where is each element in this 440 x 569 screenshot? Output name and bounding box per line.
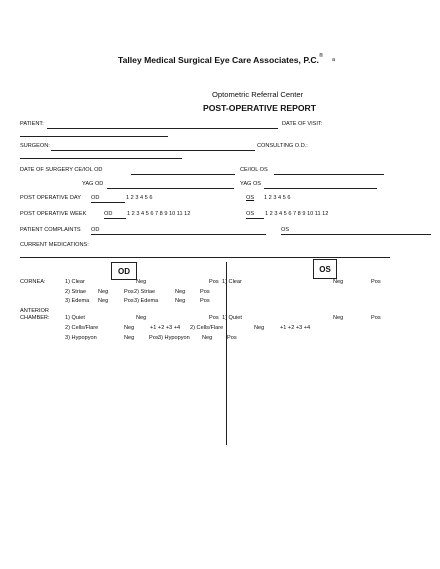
od-edema-pos[interactable]: Pos <box>124 298 134 304</box>
os-hypopyon-neg[interactable]: Neg <box>202 335 213 341</box>
od-edema-neg[interactable]: Neg <box>98 298 109 304</box>
complaints-os-label: OS <box>281 227 290 233</box>
od-clear[interactable]: 1) Clear <box>65 279 85 285</box>
od-cells-neg[interactable]: Neg <box>124 325 135 331</box>
os-edema-neg[interactable]: Neg <box>175 298 186 304</box>
os-edema-pos[interactable]: Pos <box>200 298 210 304</box>
os-hypopyon[interactable]: 3) Hypopyon <box>158 335 190 341</box>
ceiol-od-field[interactable] <box>131 174 235 175</box>
os-quiet-neg[interactable]: Neg <box>333 315 344 321</box>
post-op-day-os[interactable]: OS <box>246 195 255 201</box>
consulting-od-label: CONSULTING O.D.: <box>257 143 308 149</box>
os-quiet-pos[interactable]: Pos <box>371 315 381 321</box>
patient-complaints-label: PATIENT COMPLAINTS <box>20 227 81 233</box>
complaints-od-label: OD <box>91 227 100 233</box>
post-op-day-od[interactable]: OD <box>91 195 100 201</box>
cornea-label: CORNEA: <box>20 279 46 285</box>
medications-field[interactable] <box>20 257 390 258</box>
od-striae-pos[interactable]: Pos <box>124 289 134 295</box>
yag-os-field[interactable] <box>264 188 377 189</box>
post-op-day-od-line <box>91 202 125 203</box>
od-hypopyon-pos[interactable]: Pos <box>149 335 159 341</box>
post-op-week-os-line <box>246 218 264 219</box>
current-medications-label: CURRENT MEDICATIONS: <box>20 242 89 248</box>
od-hypopyon-neg[interactable]: Neg <box>124 335 135 341</box>
registered-mark: ® <box>319 53 324 59</box>
patient-label: PATIENT: <box>20 121 44 127</box>
post-op-day-os-numbers[interactable]: 1 2 3 4 5 6 <box>264 195 291 201</box>
complaints-os-field[interactable] <box>281 234 431 235</box>
ceiol-os-field[interactable] <box>274 174 384 175</box>
os-clear[interactable]: 1) Clear <box>222 279 242 285</box>
ceiol-os-label: CE/IOL OS <box>240 167 268 173</box>
od-cells-grades[interactable]: +1 +2 +3 +4 <box>150 325 181 331</box>
od-hypopyon[interactable]: 3) Hypopyon <box>65 335 97 341</box>
header-mark-a: a <box>332 57 336 63</box>
od-clear-neg[interactable]: Neg <box>136 279 147 285</box>
od-quiet-neg[interactable]: Neg <box>136 315 147 321</box>
od-cells-flare[interactable]: 2) Cells/Flare <box>65 325 99 331</box>
os-clear-pos[interactable]: Pos <box>371 279 381 285</box>
post-op-day-od-numbers[interactable]: 1 2 3 4 5 6 <box>126 195 153 201</box>
post-op-day-label: POST OPERATIVE DAY <box>20 195 81 201</box>
post-op-week-os[interactable]: OS <box>246 211 255 217</box>
od-quiet[interactable]: 1) Quiet <box>65 315 85 321</box>
surgeon-field[interactable] <box>51 150 255 151</box>
os-striae[interactable]: 2) Striae <box>134 289 156 295</box>
os-cells-flare[interactable]: 2) Cells/Flare <box>190 325 224 331</box>
post-op-week-od-numbers[interactable]: 1 2 3 4 5 6 7 8 9 10 11 12 <box>127 211 191 217</box>
yag-od-field[interactable] <box>107 188 234 189</box>
date-of-surgery-label: DATE OF SURGERY CE/IOL OD <box>20 167 103 173</box>
post-op-week-os-numbers[interactable]: 1 2 3 4 5 6 7 8 9 10 11 12 <box>265 211 329 217</box>
os-quiet[interactable]: 1) Quiet <box>222 315 242 321</box>
os-clear-neg[interactable]: Neg <box>333 279 344 285</box>
surgeon-field-line2[interactable] <box>20 158 182 159</box>
chamber-label: CHAMBER: <box>20 315 50 321</box>
os-hypopyon-pos[interactable]: Pos <box>227 335 237 341</box>
os-edema[interactable]: 3) Edema <box>134 298 159 304</box>
anterior-label: ANTERIOR <box>20 308 49 314</box>
od-striae[interactable]: 2) Striae <box>65 289 87 295</box>
post-op-week-label: POST OPERATIVE WEEK <box>20 211 87 217</box>
date-of-visit-label: DATE OF VISIT: <box>282 121 323 127</box>
patient-field[interactable] <box>47 128 278 129</box>
od-edema[interactable]: 3) Edema <box>65 298 90 304</box>
post-op-week-od-line <box>104 218 126 219</box>
od-clear-pos[interactable]: Pos <box>209 279 219 285</box>
patient-field-line2[interactable] <box>20 136 168 137</box>
od-box: OD <box>111 262 137 280</box>
od-striae-neg[interactable]: Neg <box>98 289 109 295</box>
os-striae-neg[interactable]: Neg <box>175 289 186 295</box>
subtitle: Optometric Referral Center <box>212 90 304 99</box>
od-quiet-pos[interactable]: Pos <box>209 315 219 321</box>
practice-title: Talley Medical Surgical Eye Care Associates, P.C. <box>118 55 319 65</box>
yag-od-label: YAG OD <box>82 181 104 187</box>
os-cells-grades[interactable]: +1 +2 +3 +4 <box>280 325 311 331</box>
divider <box>226 262 227 445</box>
post-op-week-od[interactable]: OD <box>104 211 113 217</box>
os-box: OS <box>313 259 337 279</box>
yag-os-label: YAG OS <box>240 181 262 187</box>
report-title: POST-OPERATIVE REPORT <box>203 103 317 113</box>
complaints-od-field[interactable] <box>91 234 266 235</box>
os-striae-pos[interactable]: Pos <box>200 289 210 295</box>
os-cells-neg[interactable]: Neg <box>254 325 265 331</box>
surgeon-label: SURGEON: <box>20 143 50 149</box>
